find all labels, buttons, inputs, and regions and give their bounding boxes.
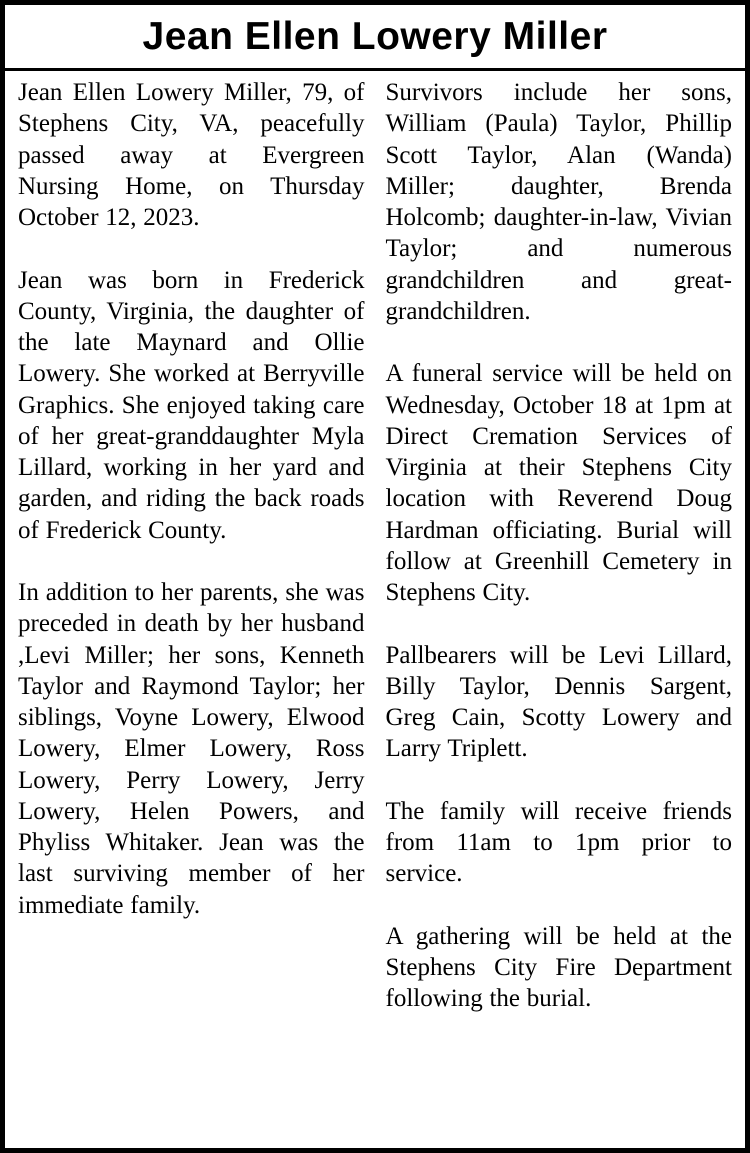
paragraph-visitation: The family will receive friends from 11am to 1pm prior to service. (385, 797, 732, 888)
paragraph-predeceased: In addition to her parents, she was preceded in death by her husband ,Levi Miller; her sons, Kenneth Taylor and Raymond Taylor; her siblings, Voyne Lowery, Elwood Lowery, Elmer Lowery, Ross Lowery, Perry Lowery, Jerry Lowery, Helen Powers, and Phyliss Whitaker. Jean was the last surviving member of her immediate family. (18, 579, 365, 919)
paragraph-pallbearers: Pallbearers will be Levi Lillard, Billy Taylor, Dennis Sargent, Greg Cain, Scotty Lowery and Larry Triplett. (385, 641, 732, 763)
obituary-title: Jean Ellen Lowery Miller (142, 15, 608, 58)
obituary-body (5, 71, 745, 1046)
paragraph-survivors: Survivors include her sons, William (Paula) Taylor, Phillip Scott Taylor, Alan (Wanda) Miller; daughter, Brenda Holcomb; daughter-in-law, Vivian Taylor; and numerous grandchildren and great-grandchildren. (385, 79, 732, 325)
paragraph-gathering: A gathering will be held at the Stephens City Fire Department following the burial. (385, 922, 732, 1013)
paragraph-intro: Jean Ellen Lowery Miller, 79, of Stephens City, VA, peacefully passed away at Evergreen Nursing Home, on Thursday October 12, 2023. (18, 79, 365, 231)
paragraph-biography: Jean was born in Frederick County, Virginia, the daughter of the late Maynard and Ollie Lowery. She worked at Berryville Graphics. She enjoyed taking care of her great-granddaughter Myla Lillard, working in her yard and garden, and riding the back roads of Frederick County. (18, 266, 365, 544)
paragraph-funeral-service: A funeral service will be held on Wednesday, October 18 at 1pm at Direct Cremation Services of Virginia at their Stephens City location with Reverend Doug Hardman officiating. Burial will follow at Greenhill Cemetery in Stephens City. (385, 360, 732, 606)
right-column (386, 77, 733, 1046)
left-column (18, 77, 365, 1046)
